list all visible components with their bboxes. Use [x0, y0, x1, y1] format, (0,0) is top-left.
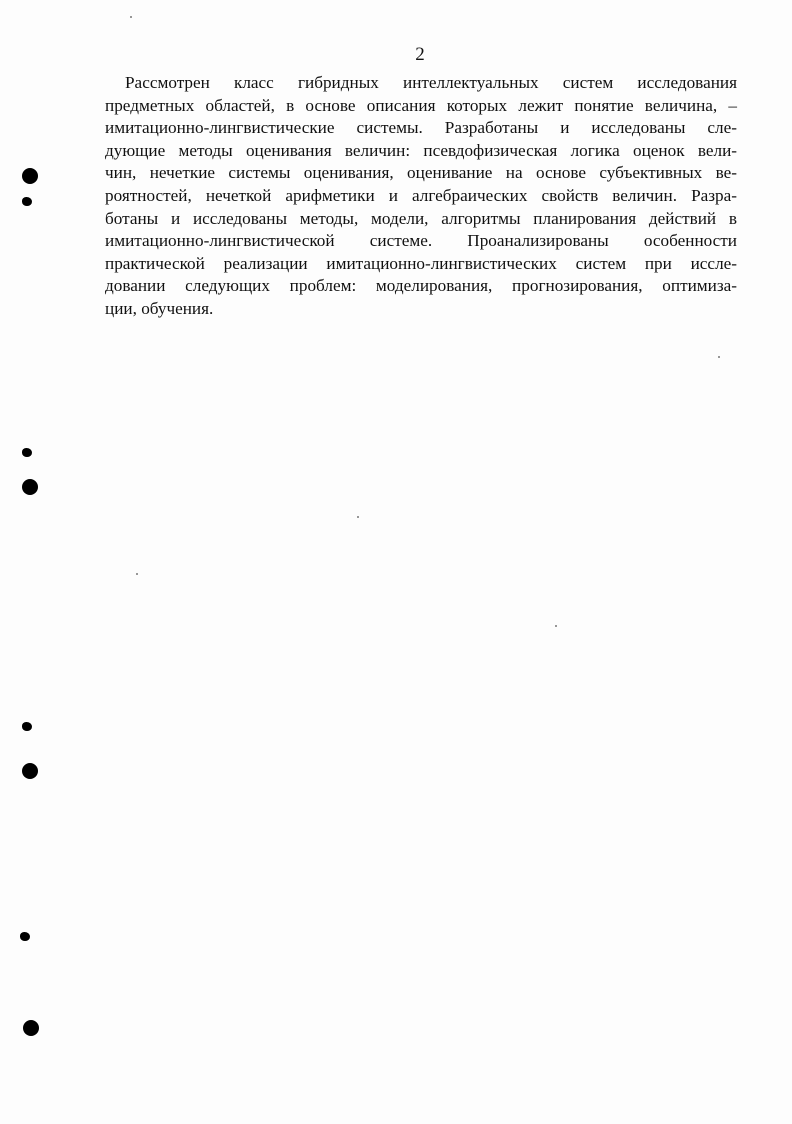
punch-hole	[22, 763, 38, 779]
text-line: дующие методы оценивания величин: псевдофизическая логика оценок вели-	[105, 140, 737, 160]
text-line: довании следующих проблем: моделирования, прогнозирования, оптимиза-	[105, 276, 737, 296]
text-line: роятностей, нечеткой арифметики и алгебраических свойств величин. Разра-	[105, 185, 737, 205]
punch-hole	[22, 722, 32, 731]
text-line: Рассмотрен класс гибридных интеллектуальных систем исследования	[125, 73, 737, 92]
scan-speck	[555, 625, 557, 627]
scan-speck	[130, 16, 132, 18]
punch-hole	[22, 479, 38, 495]
punch-hole	[22, 168, 38, 184]
text-line: имитационно-лингвистической системе. Проанализированы особенности	[105, 231, 737, 251]
punch-hole	[23, 1020, 39, 1036]
punch-hole	[22, 448, 32, 457]
scan-speck	[357, 516, 359, 518]
page-number: 2	[415, 44, 425, 65]
abstract-paragraph	[105, 72, 737, 321]
punch-hole	[20, 932, 30, 941]
text-line: предметных областей, в основе описания которых лежит понятие величина, –	[105, 95, 737, 115]
text-line: чин, нечеткие системы оценивания, оценивание на основе субъективных ве-	[105, 163, 737, 183]
text-line: ботаны и исследованы методы, модели, алгоритмы планирования действий в	[105, 208, 737, 228]
punch-hole	[22, 197, 32, 206]
text-line: имитационно-лингвистические системы. Разработаны и исследованы сле-	[105, 118, 737, 138]
scan-speck	[136, 573, 138, 575]
scan-speck	[718, 356, 720, 358]
text-line: ции, обучения.	[105, 298, 214, 318]
text-line: практической реализации имитационно-лингвистических систем при иссле-	[105, 253, 737, 273]
